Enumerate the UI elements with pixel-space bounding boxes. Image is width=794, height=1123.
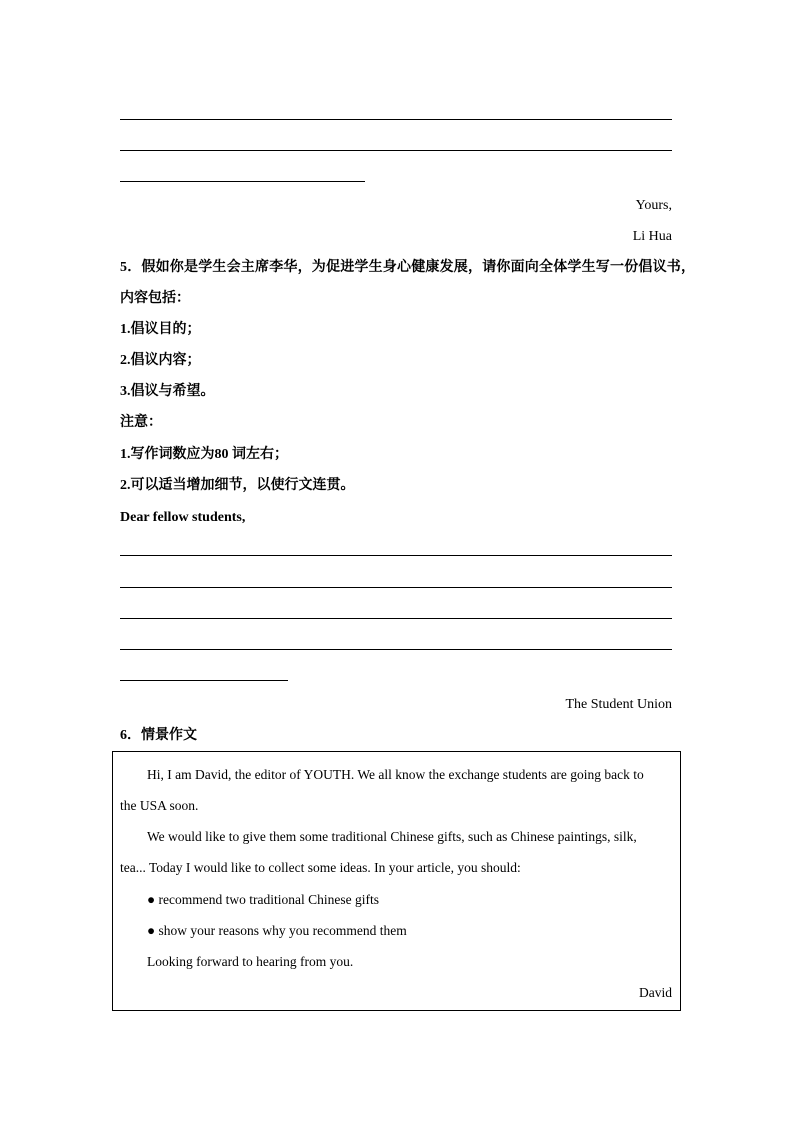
question-5-title-cont: 内容包括：	[120, 291, 190, 306]
prompt-paragraph-2-line-2: tea... Today I would like to collect some ideas. In your article, you should:	[120, 860, 521, 875]
bullet-item: ● show your reasons why you recommend them	[147, 923, 407, 938]
writing-line[interactable]	[120, 649, 672, 650]
prompt-signature: David	[639, 985, 672, 1000]
writing-line[interactable]	[120, 555, 672, 556]
question-5-title: 5．假如你是学生会主席李华，为促进学生身心健康发展，请你面向全体学生写一份倡议书，	[120, 260, 696, 275]
content-item: 1.倡议目的；	[120, 322, 201, 337]
writing-line[interactable]	[120, 119, 672, 120]
student-union-signature: The Student Union	[565, 697, 672, 712]
letter-signature: Li Hua	[632, 229, 672, 244]
note-label: 注意：	[120, 415, 162, 430]
note-item: 2.可以适当增加细节，以使行文连贯。	[120, 478, 355, 493]
writing-line[interactable]	[120, 150, 672, 151]
letter-closing: Yours,	[635, 198, 672, 213]
writing-line[interactable]	[120, 587, 672, 588]
prompt-box	[112, 751, 681, 1011]
prompt-closing: Looking forward to hearing from you.	[147, 954, 354, 969]
content-item: 3.倡议与希望。	[120, 384, 215, 399]
prompt-paragraph-1-line-2: the USA soon.	[120, 798, 199, 813]
question-6-title: 6．情景作文	[120, 728, 197, 743]
salutation: Dear fellow students,	[120, 510, 246, 525]
writing-line-short[interactable]	[120, 181, 365, 182]
writing-line-short[interactable]	[120, 680, 288, 681]
writing-line[interactable]	[120, 618, 672, 619]
prompt-paragraph-2-line-1: We would like to give them some traditional Chinese gifts, such as Chinese paintings, silk,	[147, 829, 637, 844]
content-item: 2.倡议内容；	[120, 353, 201, 368]
bullet-item: ● recommend two traditional Chinese gifts	[147, 892, 379, 907]
note-item: 1.写作词数应为80 词左右；	[120, 447, 288, 462]
prompt-paragraph-1-line-1: Hi, I am David, the editor of YOUTH. We all know the exchange students are going back to	[147, 767, 644, 782]
